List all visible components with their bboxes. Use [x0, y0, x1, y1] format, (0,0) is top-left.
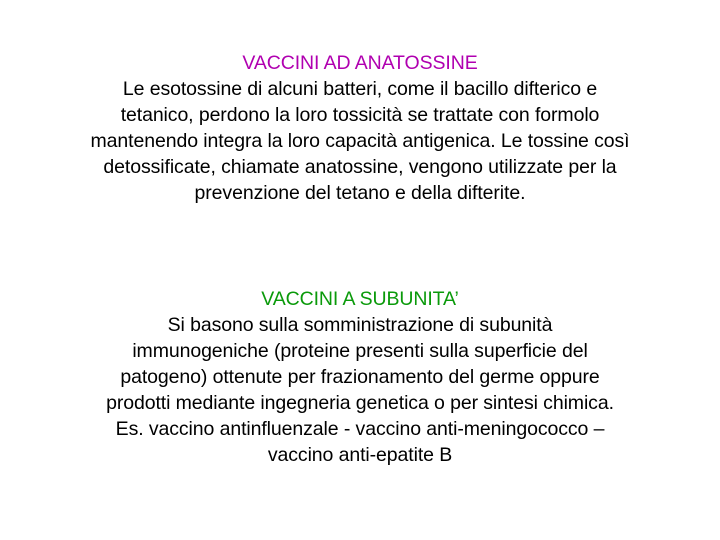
section-text-line: prevenzione del tetano e della difterite. — [194, 182, 526, 204]
section-text-line: Es. vaccino antinfluenzale - vaccino anti-meningococco – — [115, 418, 605, 440]
section-text-line: prodotti mediante ingegneria genetica o per sintesi chimica. — [106, 392, 614, 414]
section-text-line: vaccino anti-epatite B — [267, 444, 453, 466]
section-text-line: patogeno) ottenute per frazionamento del germe oppure — [120, 366, 600, 388]
section-text-line: mantenendo integra la loro capacità antigenica. Le tossine così — [90, 130, 630, 152]
section-text-line: Si basono sulla somministrazione di subunità — [167, 314, 553, 336]
section-title-subunita: VACCINI A SUBUNITA’ — [261, 288, 459, 310]
section-text-line: immunogeniche (proteine presenti sulla superficie del — [132, 340, 588, 362]
section-text-line: Le esotossine di alcuni batteri, come il bacillo difterico e — [122, 78, 598, 100]
section-subunita — [20, 286, 700, 468]
section-text-line: detossificate, chiamate anatossine, vengono utilizzate per la — [103, 156, 617, 178]
section-text-line: tetanico, perdono la loro tossicità se trattate con formolo — [120, 104, 600, 126]
section-title-anatossine: VACCINI AD ANATOSSINE — [242, 52, 478, 74]
section-anatossine — [20, 50, 700, 206]
